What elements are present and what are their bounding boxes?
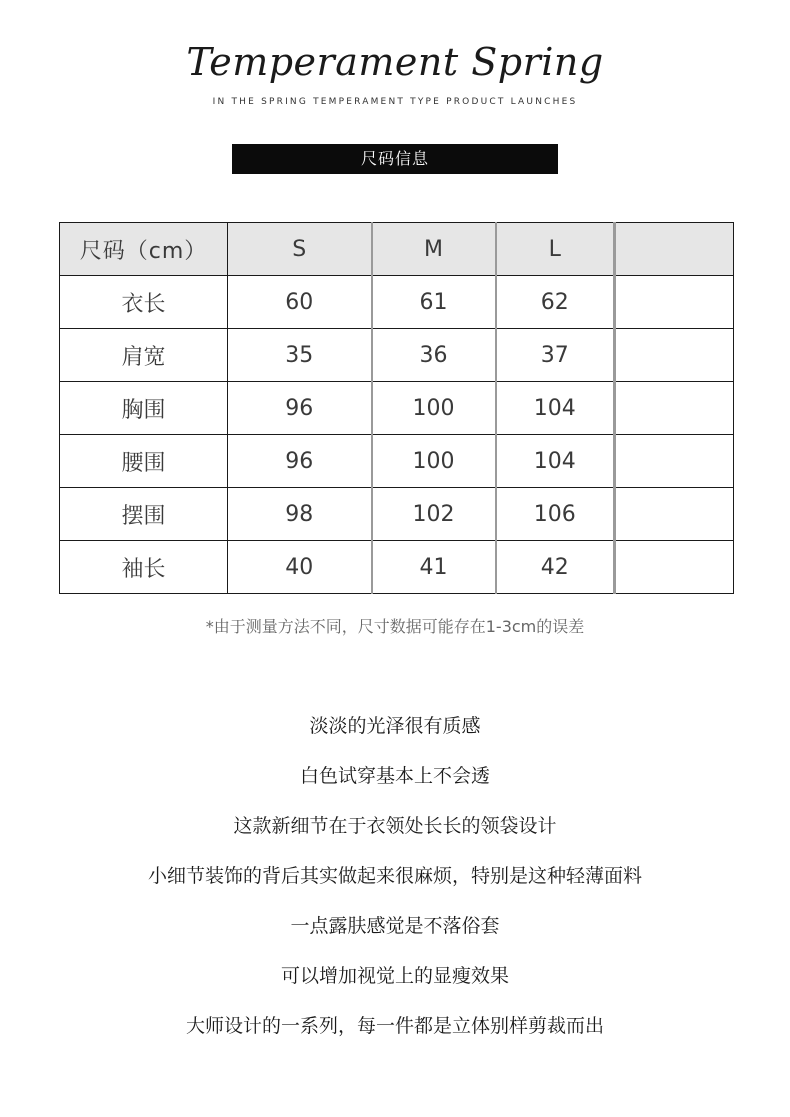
cell-value: 102 [372,488,496,541]
description-line: 这款新细节在于衣领处长长的领袋设计 [233,815,557,837]
description-line: 小细节装饰的背后其实做起来很麻烦，特别是这种轻薄面料 [147,865,642,887]
cell-empty [615,541,734,594]
row-label-shoulder: 肩宽 [60,329,228,382]
header-empty [615,223,734,276]
table-row [60,276,734,329]
cell-value: 62 [496,276,615,329]
cell-value: 96 [228,382,372,435]
row-label-hem: 摆围 [60,488,228,541]
header-size-l: L [496,223,615,276]
brand-subtitle: IN THE SPRING TEMPERAMENT TYPE PRODUCT LAUNCHES [212,97,578,107]
measurement-note: *由于测量方法不同，尺寸数据可能存在1-3cm的误差 [205,617,585,636]
description-line: 一点露肤感觉是不落俗套 [290,915,500,937]
row-label-length: 衣长 [60,276,228,329]
cell-value: 61 [372,276,496,329]
cell-value: 41 [372,541,496,594]
row-label-sleeve: 袖长 [60,541,228,594]
brand-title: Temperament Spring [186,40,604,84]
cell-value: 42 [496,541,615,594]
cell-value: 104 [496,382,615,435]
cell-value: 96 [228,435,372,488]
cell-value: 35 [228,329,372,382]
cell-empty [615,382,734,435]
cell-value: 100 [372,435,496,488]
size-info-banner: 尺码信息 [232,144,558,174]
table-row [60,329,734,382]
cell-value: 36 [372,329,496,382]
cell-value: 100 [372,382,496,435]
table-row [60,541,734,594]
table-header-row [60,223,734,276]
description-line: 白色试穿基本上不会透 [299,765,490,787]
cell-value: 98 [228,488,372,541]
cell-empty [615,488,734,541]
cell-empty [615,435,734,488]
cell-value: 40 [228,541,372,594]
header-size-s: S [228,223,372,276]
table-row [60,435,734,488]
cell-value: 104 [496,435,615,488]
cell-value: 37 [496,329,615,382]
cell-value: 106 [496,488,615,541]
description-line: 可以增加视觉上的显瘦效果 [280,965,509,987]
cell-empty [615,329,734,382]
table-row [60,488,734,541]
header-size-m: M [372,223,496,276]
table-row [60,382,734,435]
row-label-chest: 胸围 [60,382,228,435]
header-size-label: 尺码（cm） [60,223,228,276]
cell-value: 60 [228,276,372,329]
description-line: 大师设计的一系列，每一件都是立体别样剪裁而出 [185,1015,604,1037]
size-table [59,222,734,594]
row-label-waist: 腰围 [60,435,228,488]
cell-empty [615,276,734,329]
description-line: 淡淡的光泽很有质感 [309,715,481,737]
description-list [0,710,790,1060]
